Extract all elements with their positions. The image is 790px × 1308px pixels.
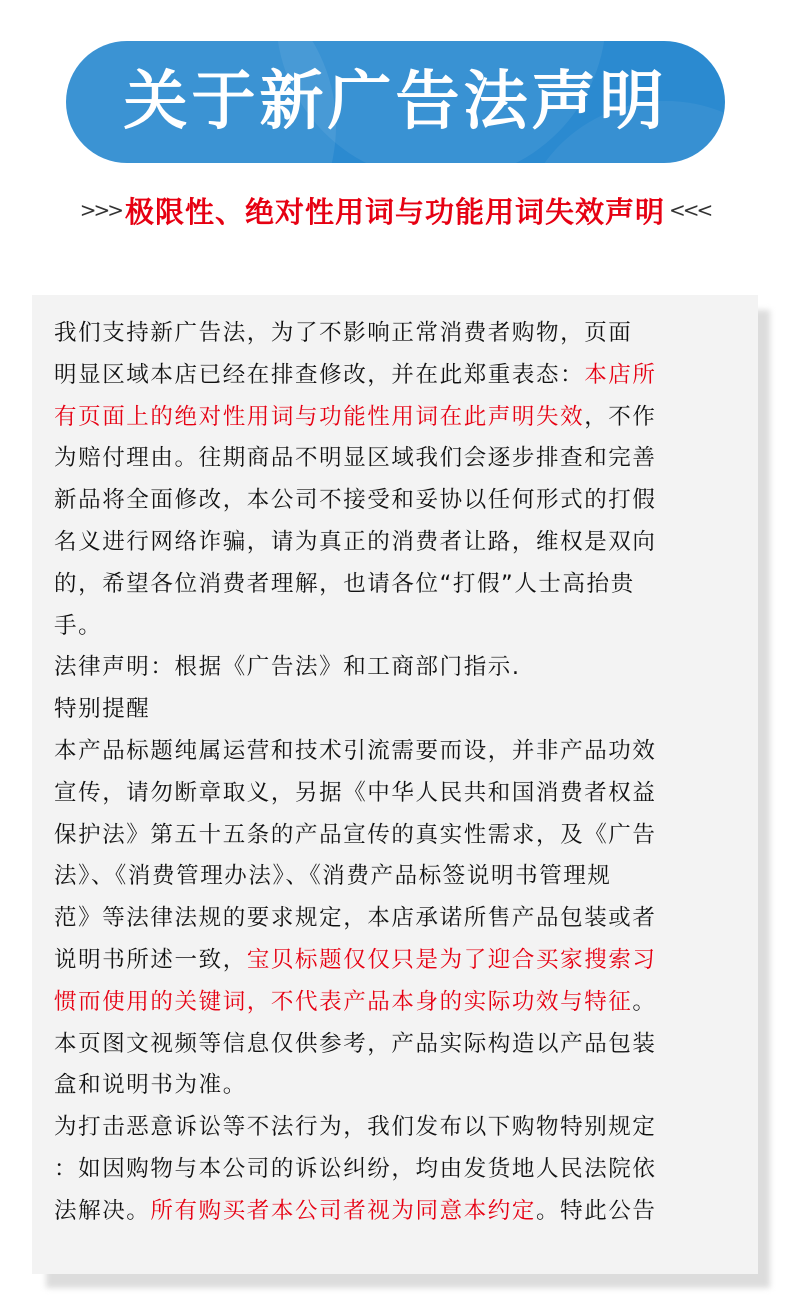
text-line — [54, 1191, 744, 1233]
text-line — [54, 355, 744, 397]
body-text: ：如因购物与本公司的诉讼纠纷，均由发货地人民法院依 — [54, 1155, 657, 1182]
text-line — [54, 773, 744, 815]
body-text: 特别提醒 — [54, 696, 151, 723]
text-line — [54, 982, 744, 1024]
highlighted-text: 本店所 — [584, 361, 657, 388]
text-line — [54, 480, 744, 522]
text-line — [54, 522, 744, 564]
text-line — [54, 1107, 744, 1149]
text-line — [54, 1024, 744, 1066]
subtitle-text: 极限性、绝对性用词与功能用词失效声明 — [124, 194, 665, 229]
body-text: ，不作 — [584, 403, 657, 430]
body-text: 本页图文视频等信息仅供参考，产品实际构造以产品包装 — [54, 1030, 657, 1057]
highlighted-text: 宝贝标题仅仅只是为了迎合买家搜索习 — [246, 946, 657, 973]
body-text: 我们支持新广告法，为了不影响正常消费者购物，页面 — [54, 320, 633, 346]
body-text: 法》、《消费管理办法》、《消费产品标签说明书管理规 — [54, 863, 612, 890]
text-line — [54, 856, 744, 898]
highlighted-text: 惯而使用的关键词，不代表产品本身的实际功效与特征 — [54, 988, 633, 1015]
body-text: 本产品标题纯属运营和技术引流需要而设，并非产品功效 — [54, 737, 657, 764]
body-text: 盒和说明书为准。 — [54, 1072, 247, 1099]
body-text: 。特此公告 — [536, 1197, 657, 1224]
highlighted-text: 所有购买者本公司者视为同意本约定 — [150, 1197, 537, 1224]
statement-body — [54, 313, 744, 1233]
text-line — [54, 606, 744, 648]
body-text: 法律声明：根据《广告法》和工商部门指示. — [54, 654, 521, 681]
text-line — [54, 397, 744, 439]
text-line — [54, 1149, 744, 1191]
body-text: 的，希望各位消费者理解，也请各位“打假”人士高抬贵 — [54, 570, 635, 597]
text-line — [54, 940, 744, 982]
body-text: 名义进行网络诈骗，请为真正的消费者让路，维权是双向 — [54, 528, 657, 555]
body-text: 法解决。 — [54, 1197, 151, 1224]
body-text: 说明书所述一致， — [54, 946, 247, 973]
subtitle — [0, 188, 790, 232]
body-text: 新品将全面修改，本公司不接受和妥协以任何形式的打假 — [54, 487, 657, 514]
chevrons-left-icon: <<< — [669, 198, 711, 222]
chevrons-right-icon: >>> — [79, 198, 121, 222]
title-banner — [66, 41, 725, 163]
body-text: 。 — [632, 988, 657, 1015]
text-line — [54, 564, 744, 606]
highlighted-text: 有页面上的绝对性用词与功能性用词在此声明失效 — [54, 403, 585, 430]
body-text: 明显区域本店已经在排查修改，并在此郑重表态： — [54, 361, 585, 388]
text-line — [54, 1065, 744, 1107]
text-line — [54, 647, 744, 689]
body-text: 手。 — [54, 612, 103, 639]
text-line — [54, 815, 744, 857]
text-line — [54, 689, 744, 731]
body-text: 为打击恶意诉讼等不法行为，我们发布以下购物特别规定 — [54, 1114, 657, 1141]
body-text: 宣传，请勿断章取义，另据《中华人民共和国消费者权益 — [54, 779, 657, 806]
body-text: 保护法》第五十五条的产品宣传的真实性需求，及《广告 — [54, 821, 657, 848]
text-line — [54, 898, 744, 940]
text-line — [54, 438, 744, 480]
text-line — [54, 313, 744, 355]
page-title: 关于新广告法声明 — [123, 65, 668, 139]
body-text: 范》等法律法规的要求规定，本店承诺所售产品包装或者 — [54, 905, 657, 932]
body-text: 为赔付理由。往期商品不明显区域我们会逐步排查和完善 — [54, 445, 657, 472]
text-line — [54, 731, 744, 773]
